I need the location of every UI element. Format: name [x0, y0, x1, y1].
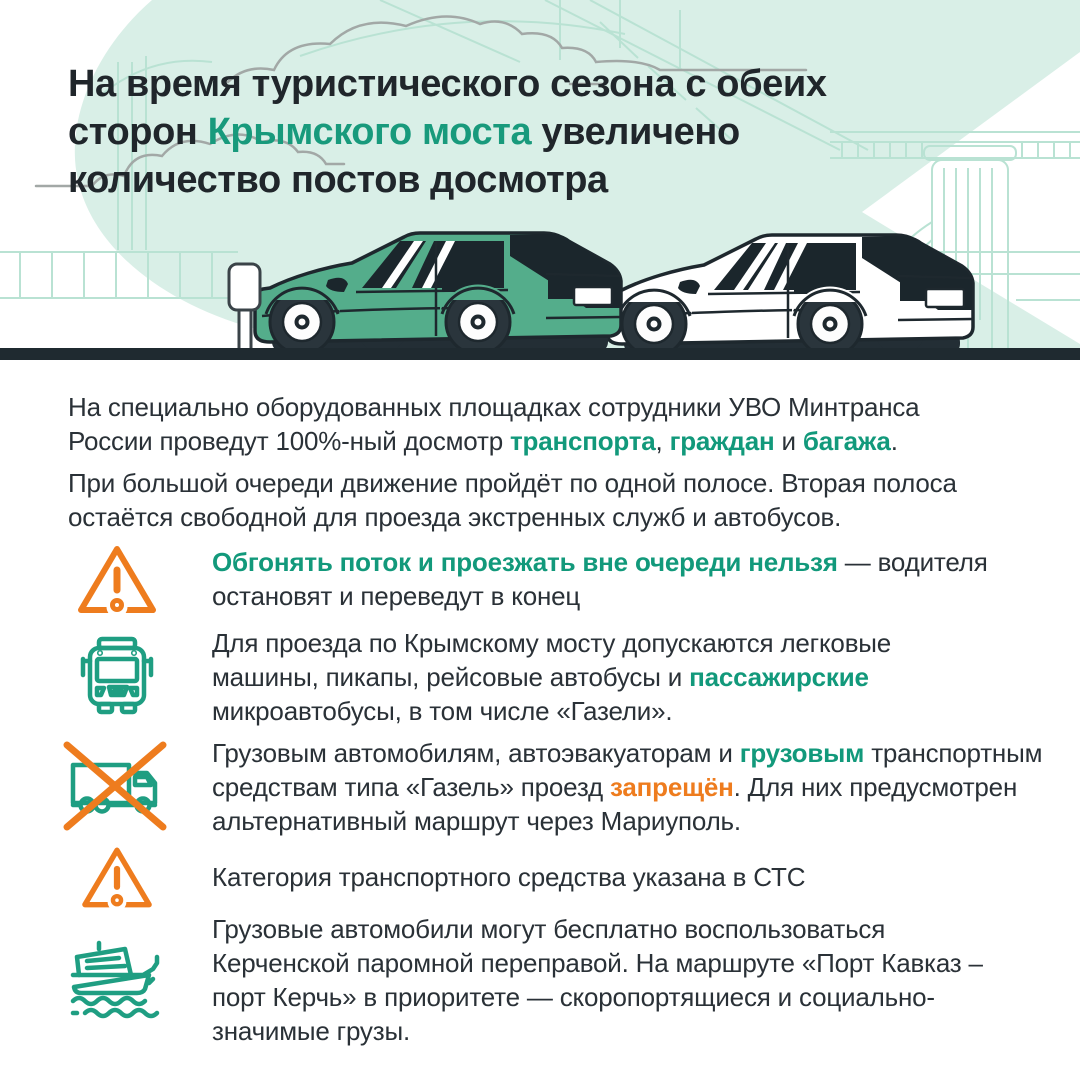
- no-trucks-icon: [54, 739, 180, 835]
- hero-section: [0, 0, 1080, 360]
- intro-paragraph-2: При большой очереди движение пройдёт по одной полосе. Вторая полоса остаётся свободной для проезда экстренных служб и автобусов.: [68, 468, 957, 532]
- list-item-text: Для проезда по Крымскому мосту допускаются легковые машины, пикапы, рейсовые автобусы и пассажирские микроавтобусы, в том числе «Газели».: [212, 628, 892, 726]
- headline-line2-post: увеличено: [531, 111, 740, 153]
- headline-accent: Крымского моста: [207, 111, 532, 153]
- list-item-text: Обгонять поток и проезжать вне очереди нельзя — водителя остановят и переведут в конец: [212, 547, 988, 611]
- headline-line1: На время туристического сезона с обеих: [68, 63, 827, 105]
- list-item-text: Грузовые автомобили могут бесплатно воспользоваться Керченской паромной переправой. На маршруте «Порт Кавказ – порт Керчь» в приоритете — скоропортящиеся и социально-значимые грузы.: [212, 914, 983, 1046]
- warning-triangle-icon: [54, 542, 180, 616]
- content-section: [0, 360, 1080, 1080]
- list-item-text: Грузовым автомобилям, автоэвакуаторам и грузовым транспортным средствам типа «Газель» проезд запрещён. Для них предусмотрен альтернативный маршрут через Мариуполь.: [212, 738, 1043, 836]
- warning-triangle-icon: [54, 844, 180, 910]
- headline-line2-pre: сторон: [68, 111, 208, 153]
- ferry-icon: [54, 933, 180, 1027]
- list-item: [54, 912, 1080, 1048]
- list-item-text: Категория транспортного средства указана в СТС: [212, 862, 806, 892]
- list-item: [54, 844, 1080, 910]
- list-item: [54, 542, 1080, 616]
- rules-list: [54, 542, 1080, 1048]
- bus-icon: [54, 633, 180, 721]
- page-title: [68, 60, 988, 204]
- list-item: [54, 626, 1080, 728]
- road-bar: [0, 348, 1080, 360]
- headline-line3: количество постов досмотра: [68, 159, 608, 201]
- intro-paragraph-1: На специально оборудованных площадках сотрудники УВО Минтранса России проведут 100%-ный досмотр транспорта, граждан и багажа.: [68, 392, 920, 456]
- list-item: [54, 736, 1080, 838]
